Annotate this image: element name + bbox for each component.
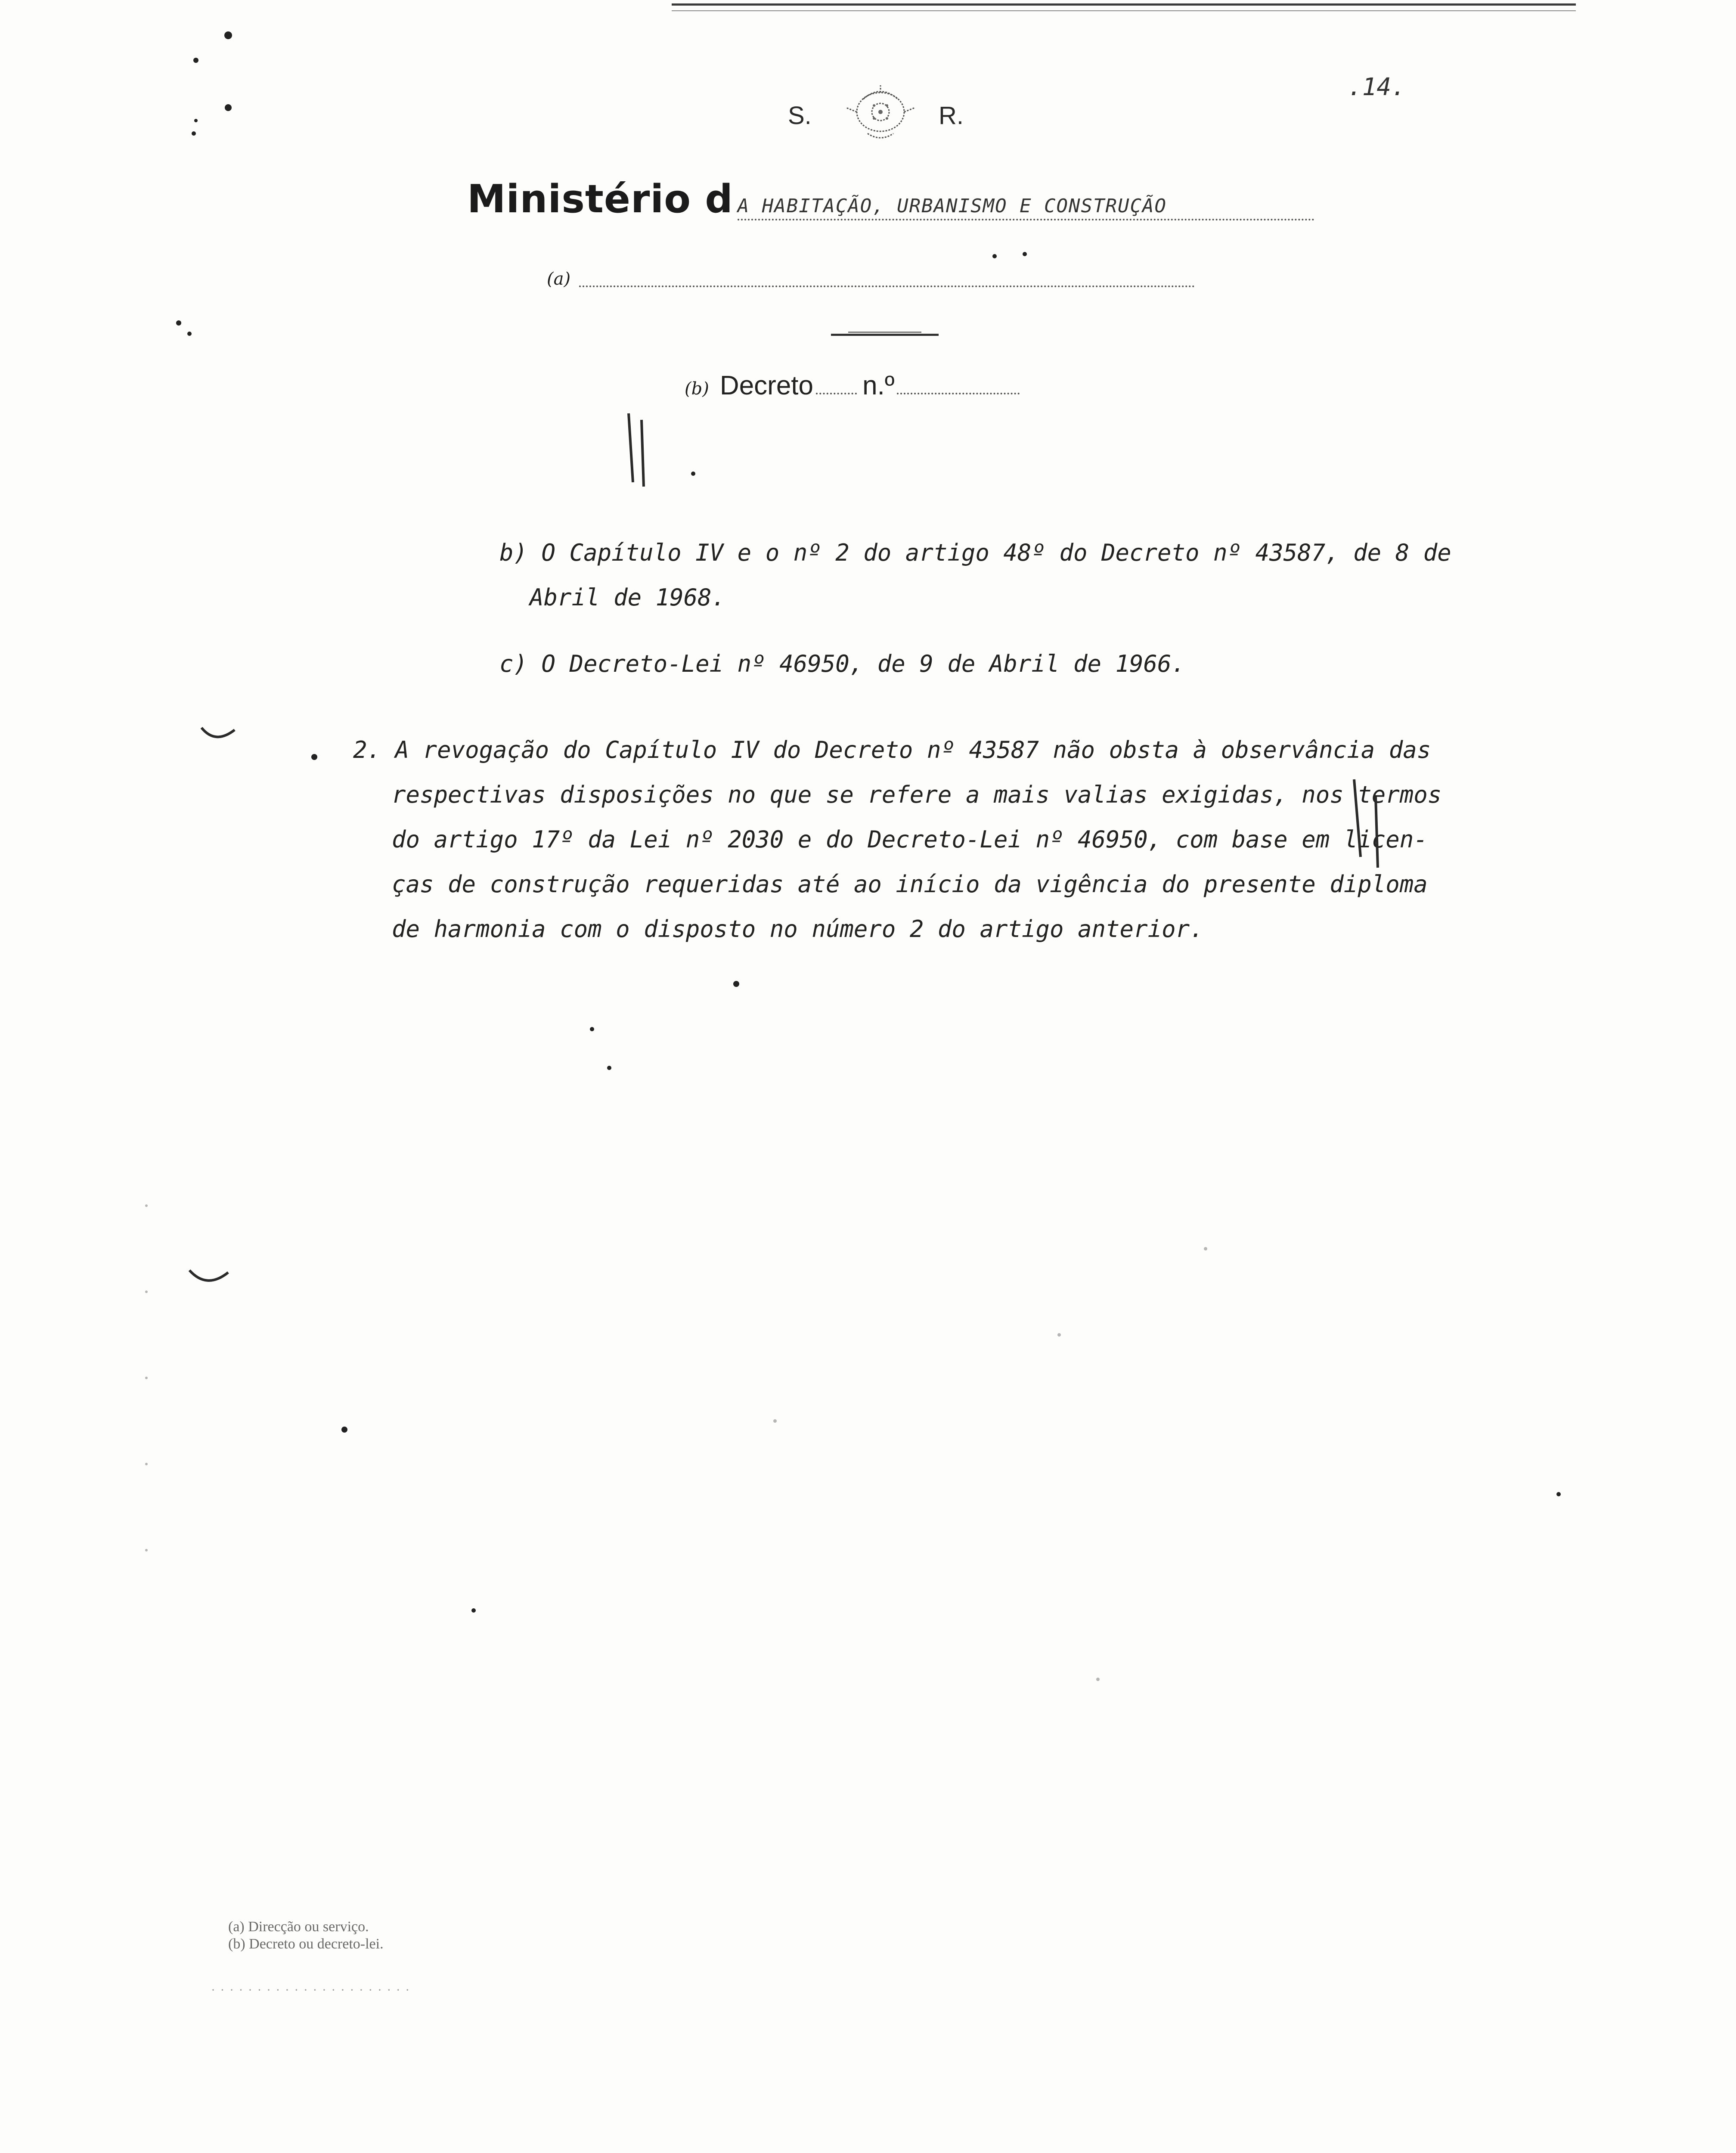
decree-word: Decreto [719,371,814,400]
item-b-line-2: Abril de 1968. [530,584,726,611]
page-number: .14. [1348,73,1406,101]
footnote-printer-line: · · · · · · · · · · · · · · · · · · · · · · [211,1983,411,1997]
item-c-line: c) O Decreto-Lei nº 46950, de 9 de Abril de 1966. [499,650,1186,677]
paragraph-2-line-3: do artigo 17º da Lei nº 2030 e do Decreto-Lei nº 46950, com base em licen- [392,826,1428,853]
paragraph-2-line-5: de harmonia com o disposto no número 2 do artigo anterior. [392,915,1204,943]
ministry-name: A HABITAÇÃO, URBANISMO E CONSTRUÇÃO [738,195,1314,220]
decree-marker: (b) [685,379,709,399]
footnote-a: (a) Direcção ou serviço. [228,1919,369,1935]
item-b-line-1: b) O Capítulo IV e o nº 2 do artigo 48º do Decreto nº 43587, de 8 de [499,539,1451,566]
field-a-label: (a) [547,269,571,289]
header-letter-s: S. [788,102,812,130]
ministry-label: Ministério d [467,177,733,222]
footnote-b: (b) Decreto ou decreto-lei. [228,1936,384,1952]
paragraph-2-line-2: respectivas disposições no que se refere a mais valias exigidas, nos termos [392,781,1442,808]
paragraph-2-line-1: 2. A revogação do Capítulo IV do Decreto nº 43587 não obsta à observância das [353,736,1431,763]
decree-number-label: n.º [862,371,895,400]
paragraph-2-line-4: ças de construção requeridas até ao início da vigência do presente diploma [392,871,1428,898]
header-letter-r: R. [939,102,964,130]
